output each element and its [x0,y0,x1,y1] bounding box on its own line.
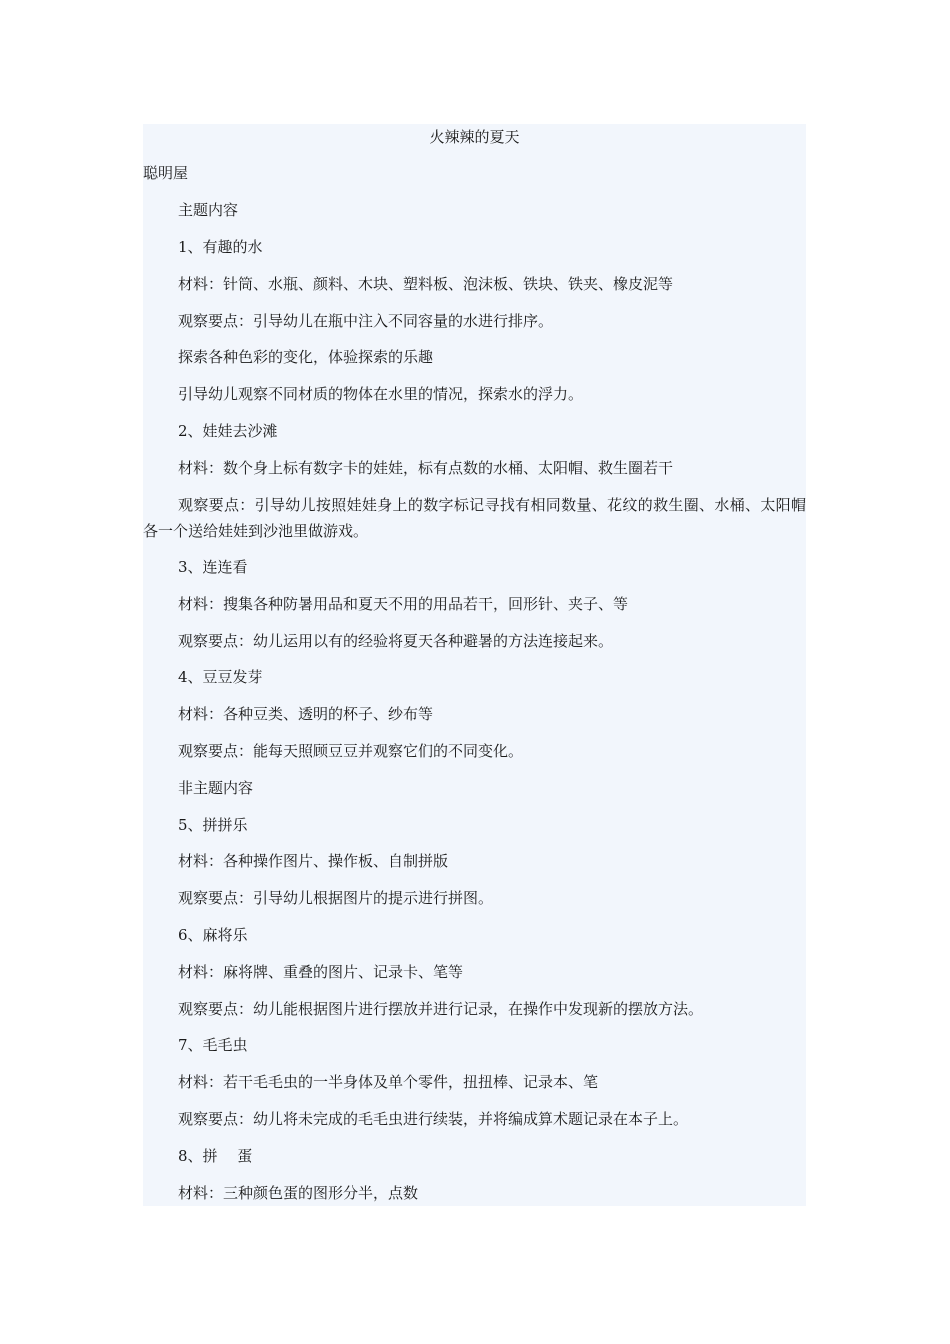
materials-line: 材料：搜集各种防暑用品和夏天不用的用品若干，回形针、夹子、等 [178,595,629,613]
document-body [143,124,806,1206]
item-heading: 6、麻将乐 [178,926,248,944]
document-title: 火辣辣的夏天 [429,128,520,146]
materials-line: 材料：各种豆类、透明的杯子、纱布等 [178,705,434,723]
item-heading: 5、拼拼乐 [178,816,248,834]
section-heading: 聪明屋 [143,164,189,182]
materials-line: 材料：针筒、水瓶、颜料、木块、塑料板、泡沫板、铁块、铁夹、橡皮泥等 [178,275,674,293]
item-heading: 2、娃娃去沙滩 [178,422,278,440]
materials-line: 材料：若干毛毛虫的一半身体及单个零件，扭扭棒、记录本、笔 [178,1073,599,1091]
item-heading: 3、连连看 [178,558,248,576]
text-line: 探索各种色彩的变化，体验探索的乐趣 [178,348,434,366]
text-line: 引导幼儿观察不同材质的物体在水里的情况，探索水的浮力。 [178,385,584,403]
observation-line: 观察要点：引导幼儿根据图片的提示进行拼图。 [178,889,494,907]
observation-line: 观察要点：幼儿能根据图片进行摆放并进行记录，在操作中发现新的摆放方法。 [178,1000,704,1018]
observation-line: 观察要点：幼儿将未完成的毛毛虫进行续装，并将编成算术题记录在本子上。 [178,1110,689,1128]
observation-line: 观察要点：能每天照顾豆豆并观察它们的不同变化。 [178,742,524,760]
observation-line: 观察要点：引导幼儿在瓶中注入不同容量的水进行排序。 [178,312,554,330]
materials-line: 材料：各种操作图片、操作板、自制拼版 [178,852,449,870]
materials-line: 材料：数个身上标有数字卡的娃娃，标有点数的水桶、太阳帽、救生圈若干 [178,459,674,477]
materials-line: 材料：麻将牌、重叠的图片、记录卡、笔等 [178,963,464,981]
observation-paragraph: 观察要点：引导幼儿按照娃娃身上的数字标记寻找有相同数量、花纹的救生圈、水桶、太阳帽各一个送给娃娃到沙池里做游戏。 [143,496,806,540]
item-heading: 1、有趣的水 [178,238,263,256]
item-heading: 4、豆豆发芽 [178,668,263,686]
item-heading: 7、毛毛虫 [178,1036,248,1054]
observation-line: 观察要点：幼儿运用以有的经验将夏天各种避暑的方法连接起来。 [178,632,614,650]
materials-line: 材料：三种颜色蛋的图形分半，点数 [178,1184,419,1202]
subsection-heading-non-theme: 非主题内容 [178,779,254,797]
subsection-heading-theme: 主题内容 [178,201,239,219]
item-heading: 8、拼 蛋 [178,1147,253,1165]
